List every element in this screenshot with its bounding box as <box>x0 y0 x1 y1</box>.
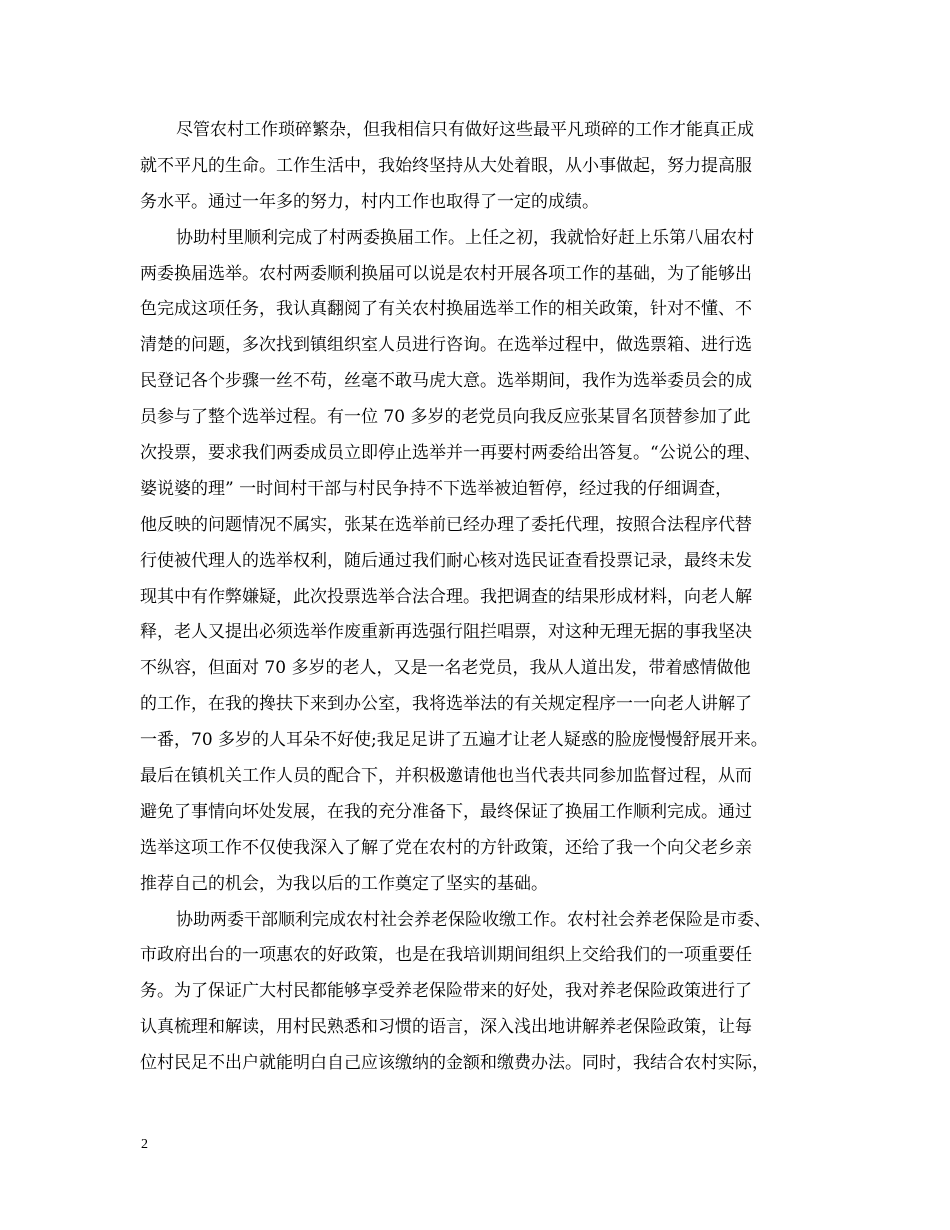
text-line: 次投票，要求我们两委成员立即停止选举并一再要村两委给出答复。“公说公的理、 <box>140 443 761 464</box>
text-line: 务。为了保证广大村民都能够享受养老保险带来的好处，我对养老保险政策进行了 <box>140 981 752 1002</box>
text-line: 认真梳理和解读，用村民熟悉和习惯的语言，深入浅出地讲解养老保险政策，让每 <box>140 1017 752 1038</box>
text-line: 现其中有作弊嫌疑，此次投票选举合法合理。我把调查的结果形成材料，向老人解 <box>140 586 752 607</box>
text-line: 选举这项工作不仅使我深入了解了党在农村的方针政策，还给了我一个向父老乡亲 <box>140 837 752 858</box>
text-line: 一番，70 多岁的人耳朵不好使;我足足讲了五遍才让老人疑惑的脸庞慢慢舒展开来。 <box>140 730 768 751</box>
text-line: 不纵容，但面对 70 多岁的老人，又是一名老党员，我从人道出发，带着感情做他 <box>140 658 751 679</box>
text-line: 婆说婆的理” 一时间村干部与村民争持不下选举被迫暂停，经过我的仔细调查， <box>140 478 733 499</box>
text-line: 色完成这项任务，我认真翻阅了有关农村换届选举工作的相关政策，针对不懂、不 <box>140 299 752 320</box>
text-line: 他反映的问题情况不属实，张某在选举前已经办理了委托代理，按照合法程序代替 <box>140 514 752 535</box>
text-line: 市政府出台的一项惠农的好政策，也是在我培训期间组织上交给我们的一项重要任 <box>140 945 752 966</box>
text-line: 行使被代理人的选举权利，随后通过我们耐心核对选民证查看投票记录，最终未发 <box>140 550 752 571</box>
text-line: 位村民足不出户就能明白自己应该缴纳的金额和缴费办法。同时，我结合农村实际， <box>140 1053 769 1074</box>
text-line: 两委换届选举。农村两委顺利换届可以说是农村开展各项工作的基础，为了能够出 <box>140 263 752 284</box>
text-line: 民登记各个步骤一丝不苟，丝毫不敢马虎大意。选举期间，我作为选举委员会的成 <box>140 371 752 392</box>
text-line: 推荐自己的机会，为我以后的工作奠定了坚实的基础。 <box>140 873 548 894</box>
body-text <box>140 113 820 1082</box>
page-number: 2 <box>141 1137 148 1152</box>
text-line: 员参与了整个选举过程。有一位 70 多岁的老党员向我反应张某冒名顶替参加了此 <box>140 407 751 428</box>
text-line: 最后在镇机关工作人员的配合下，并积极邀请他也当代表共同参加监督过程，从而 <box>140 766 752 787</box>
text-line: 就不平凡的生命。工作生活中，我始终坚持从大处着眼，从小事做起，努力提高服 <box>140 155 752 176</box>
text-line: 尽管农村工作琐碎繁杂，但我相信只有做好这些最平凡琐碎的工作才能真正成 <box>176 120 754 140</box>
text-line: 清楚的问题，多次找到镇组织室人员进行咨询。在选举过程中，做选票箱、进行选 <box>140 335 752 356</box>
text-line: 避免了事情向坏处发展，在我的充分准备下，最终保证了换届工作顺利完成。通过 <box>140 801 752 822</box>
text-line: 协助两委干部顺利完成农村社会养老保险收缴工作。农村社会养老保险是市委、 <box>176 909 771 930</box>
text-line: 释，老人又提出必须选举作废重新再选强行阻拦唱票，对这种无理无据的事我坚决 <box>140 622 752 643</box>
text-line: 务水平。通过一年多的努力，村内工作也取得了一定的成绩。 <box>140 191 599 212</box>
text-line: 协助村里顺利完成了村两委换届工作。上任之初，我就恰好赶上乐第八届农村 <box>176 227 754 248</box>
text-line: 的工作，在我的搀扶下来到办公室，我将选举法的有关规定程序一一向老人讲解了 <box>140 694 752 715</box>
